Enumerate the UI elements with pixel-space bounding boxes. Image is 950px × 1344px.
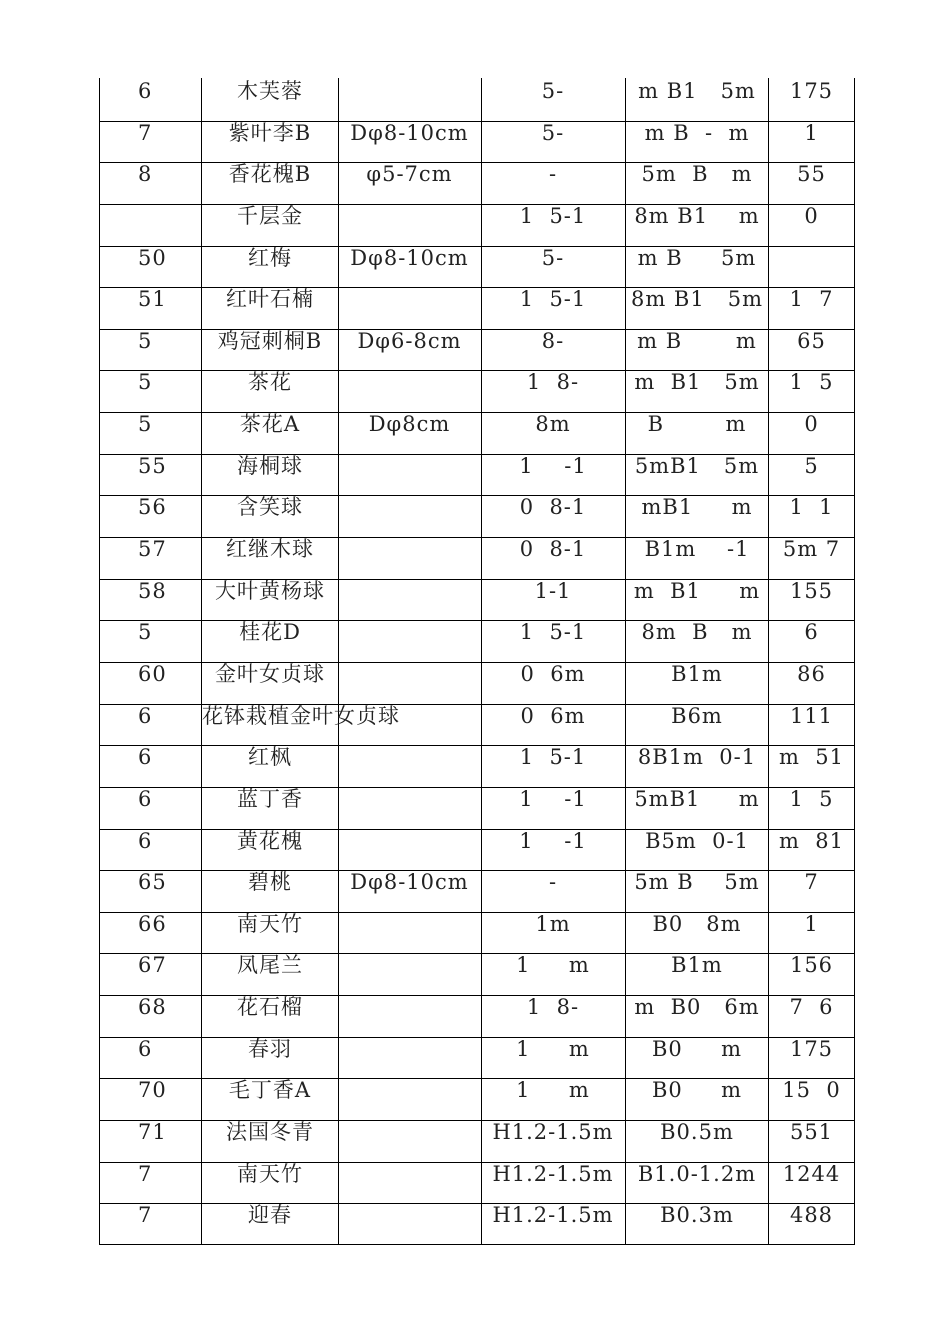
row-index: 7 — [138, 121, 153, 145]
row-index: 56 — [138, 495, 167, 519]
plant-name: 毛丁香A — [228, 1078, 312, 1102]
row-index: 6 — [138, 704, 153, 728]
row-index: 7 — [138, 1203, 153, 1227]
plant-name: 花石榴 — [237, 995, 303, 1019]
plant-quantity: 175 — [789, 79, 834, 103]
plant-quantity: 155 — [789, 579, 834, 603]
plant-name: 金叶女贞球 — [215, 662, 325, 686]
plant-crown: m B1 5m — [638, 79, 756, 103]
plant-height: 1 -1 — [519, 829, 587, 853]
plant-name: 桂花D — [239, 620, 301, 644]
plant-crown: mB1 m — [641, 495, 753, 519]
plant-quantity: 1244 — [782, 1162, 841, 1186]
plant-name: 红继木球 — [226, 537, 314, 561]
plant-quantity: 551 — [789, 1120, 834, 1144]
row-index: 55 — [138, 454, 167, 478]
plant-height: 1 8- — [526, 370, 580, 394]
plant-quantity: 7 — [804, 870, 819, 894]
plant-crown: 5m B m — [641, 162, 753, 186]
plant-name: 南天竹 — [237, 912, 303, 936]
plant-crown: m B1 5m — [634, 370, 760, 394]
plant-name: 香花槐B — [228, 162, 312, 186]
plant-spec: Dφ8-10cm — [350, 246, 469, 270]
row-index: 7 — [138, 1162, 153, 1186]
plant-name: 碧桃 — [248, 870, 292, 894]
row-index: 6 — [138, 829, 153, 853]
plant-quantity: 1 — [804, 912, 819, 936]
plant-crown: 8m B1 m — [634, 204, 760, 228]
plant-height: - — [548, 162, 558, 186]
plant-height: H1.2-1.5m — [492, 1120, 614, 1144]
plant-crown: B0 m — [651, 1037, 743, 1061]
plant-name: 黄花槐 — [237, 829, 303, 853]
plant-quantity: m 51 — [779, 745, 844, 769]
plant-quantity: 156 — [789, 953, 834, 977]
plant-height: 0 6m — [520, 704, 586, 728]
plant-height: - — [548, 870, 558, 894]
plant-quantity: 111 — [789, 704, 834, 728]
plant-height: 1 5-1 — [519, 204, 587, 228]
plant-height: 5- — [541, 246, 565, 270]
row-index: 5 — [138, 370, 153, 394]
row-index: 8 — [138, 162, 153, 186]
plant-height: 8m — [535, 412, 571, 436]
plant-name: 茶花A — [239, 412, 301, 436]
plant-quantity: 0 — [804, 204, 819, 228]
plant-crown: m B0 6m — [634, 995, 760, 1019]
plant-height: 1 5-1 — [519, 287, 587, 311]
plant-crown: B6m — [671, 704, 723, 728]
plant-crown: m B - m — [644, 121, 750, 145]
plant-name: 千层金 — [237, 204, 303, 228]
plant-spec: Dφ8-10cm — [350, 870, 469, 894]
plant-quantity: 488 — [789, 1203, 834, 1227]
row-index: 50 — [138, 246, 167, 270]
row-index: 5 — [138, 620, 153, 644]
plant-height: 1 m — [516, 1078, 590, 1102]
row-index: 67 — [138, 953, 167, 977]
plant-quantity: m 81 — [779, 829, 844, 853]
plant-height: 1 -1 — [519, 787, 587, 811]
row-index: 71 — [138, 1120, 167, 1144]
plant-quantity: 1 7 — [789, 287, 834, 311]
row-index: 6 — [138, 1037, 153, 1061]
nursery-table — [99, 78, 855, 1245]
plant-height: 5- — [541, 79, 565, 103]
plant-crown: B0.5m — [660, 1120, 734, 1144]
row-index: 51 — [138, 287, 167, 311]
row-index: 60 — [138, 662, 167, 686]
plant-name: 茶花 — [248, 370, 292, 394]
plant-quantity: 65 — [797, 329, 826, 353]
plant-crown: 8m B m — [641, 620, 753, 644]
plant-height: 1 m — [516, 953, 590, 977]
plant-height: 1 8- — [526, 995, 580, 1019]
plant-quantity: 1 5 — [789, 370, 834, 394]
row-index: 5 — [138, 329, 153, 353]
plant-height: 0 6m — [520, 662, 586, 686]
plant-quantity: 175 — [789, 1037, 834, 1061]
plant-quantity: 7 6 — [789, 995, 834, 1019]
row-index: 70 — [138, 1078, 167, 1102]
plant-quantity: 5m 7 — [782, 537, 841, 561]
plant-name: 迎春 — [248, 1203, 292, 1227]
plant-name: 紫叶李B — [228, 121, 312, 145]
plant-crown: B1.0-1.2m — [637, 1162, 757, 1186]
plant-height: 0 8-1 — [519, 495, 587, 519]
plant-spec: Dφ8-10cm — [350, 121, 469, 145]
plant-crown: B0.3m — [660, 1203, 734, 1227]
plant-quantity: 1 1 — [789, 495, 834, 519]
plant-name: 春羽 — [248, 1037, 292, 1061]
plant-height: H1.2-1.5m — [492, 1162, 614, 1186]
plant-name: 红梅 — [248, 246, 292, 270]
plant-crown: B0 8m — [652, 912, 742, 936]
plant-name: 木芙蓉 — [237, 79, 303, 103]
plant-crown: B0 m — [651, 1078, 743, 1102]
plant-quantity: 15 0 — [782, 1078, 841, 1102]
row-index: 6 — [138, 79, 153, 103]
plant-spec: φ5-7cm — [366, 162, 453, 186]
plant-height: 8- — [541, 329, 565, 353]
plant-name: 法国冬青 — [226, 1120, 314, 1144]
plant-crown: B1m — [671, 953, 723, 977]
plant-height: H1.2-1.5m — [492, 1203, 614, 1227]
plant-crown: B m — [647, 412, 747, 436]
plant-quantity: 5 — [804, 454, 819, 478]
plant-name: 红叶石楠 — [226, 287, 314, 311]
plant-height: 1 5-1 — [519, 620, 587, 644]
plant-crown: 5mB1 m — [634, 787, 760, 811]
plant-crown: 8m B1 5m — [630, 287, 764, 311]
plant-height: 0 8-1 — [519, 537, 587, 561]
plant-name: 含笑球 — [237, 495, 303, 519]
plant-crown: B5m 0-1 — [645, 829, 749, 853]
plant-crown: m B m — [637, 329, 757, 353]
plant-name: 大叶黄杨球 — [215, 579, 325, 603]
plant-height: 1-1 — [534, 579, 572, 603]
plant-name: 蓝丁香 — [237, 787, 303, 811]
row-index: 66 — [138, 912, 167, 936]
plant-height: 5- — [541, 121, 565, 145]
plant-spec: Dφ6-8cm — [357, 329, 462, 353]
plant-spec: Dφ8cm — [368, 412, 451, 436]
row-index: 57 — [138, 537, 167, 561]
plant-name: 南天竹 — [237, 1162, 303, 1186]
row-index: 6 — [138, 787, 153, 811]
plant-crown: B1m -1 — [644, 537, 750, 561]
plant-quantity: 1 5 — [789, 787, 834, 811]
plant-quantity: 6 — [804, 620, 819, 644]
plant-crown: 5m B 5m — [634, 870, 760, 894]
row-index: 5 — [138, 412, 153, 436]
row-index: 58 — [138, 579, 167, 603]
plant-name: 花钵栽植金叶女贞球 — [202, 704, 400, 728]
row-index: 6 — [138, 745, 153, 769]
plant-height: 1 -1 — [519, 454, 587, 478]
plant-quantity: 55 — [797, 162, 826, 186]
row-index: 68 — [138, 995, 167, 1019]
plant-quantity: 86 — [797, 662, 826, 686]
row-index: 65 — [138, 870, 167, 894]
plant-crown: 8B1m 0-1 — [637, 745, 757, 769]
plant-quantity: 0 — [804, 412, 819, 436]
plant-crown: 5mB1 5m — [634, 454, 760, 478]
plant-quantity: 1 — [804, 121, 819, 145]
plant-crown: m B 5m — [637, 246, 757, 270]
plant-name: 鸡冠刺桐B — [217, 329, 323, 353]
plant-height: 1 5-1 — [519, 745, 587, 769]
plant-name: 海桐球 — [237, 454, 303, 478]
plant-crown: m B1 m — [633, 579, 761, 603]
plant-name: 凤尾兰 — [237, 953, 303, 977]
plant-name: 红枫 — [248, 745, 292, 769]
plant-height: 1m — [535, 912, 571, 936]
plant-crown: B1m — [671, 662, 723, 686]
plant-height: 1 m — [516, 1037, 590, 1061]
